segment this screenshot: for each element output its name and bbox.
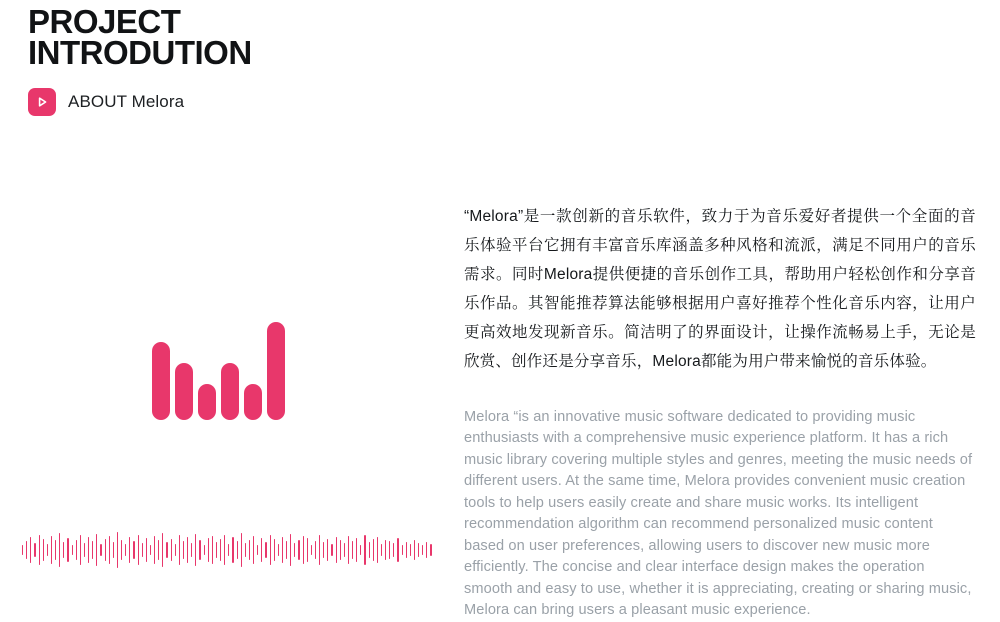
logo-bar [267,322,285,420]
waveform-bar [290,534,291,566]
waveform-bar [30,537,31,563]
melora-bars-logo [152,322,292,420]
waveform-bar [154,536,155,564]
logo-bar [198,384,216,420]
waveform-bar [369,542,370,558]
waveform-bar [142,543,143,557]
waveform-bar [76,540,77,560]
waveform-bar [63,542,64,558]
waveform-bar [146,538,147,562]
waveform-bar [406,542,407,558]
waveform-bar [133,541,134,559]
description-chinese: “Melora”是一款创新的音乐软件，致力于为音乐爱好者提供一个全面的音乐体验平台它拥有丰富音乐库涵盖多种风格和流派，满足不同用户的音乐需求。同时Melora提供便捷的音乐创作工具，帮助用户轻松创作和分享音乐作品。其智能推荐算法能够根据用户喜好推荐个性化音乐内容，让用户更高效地发现新音乐。简洁明了的界面设计，让操作流畅易上手，无论是欣赏、创作还是分享音乐，Melora都能为用户带来愉悦的音乐体验。 [464,207,976,370]
waveform-bar [232,537,233,563]
waveform-bar [270,535,271,565]
waveform-bar [311,545,312,555]
waveform-bar [166,542,167,558]
waveform-bar [171,539,172,561]
waveform-bar [315,541,316,559]
waveform-bar [195,534,196,566]
waveform-bar [344,543,345,557]
play-triangle-icon [28,88,56,116]
waveform-bar [162,533,163,567]
waveform-bar [319,535,320,565]
waveform-bar [402,545,403,555]
about-label: ABOUT Melora [68,92,185,111]
waveform-bar [22,545,23,555]
waveform-bar [51,536,52,564]
waveform-bar [385,540,386,560]
waveform-bar [393,543,394,557]
waveform-bar [204,545,205,555]
waveform-bar [261,538,262,562]
waveform-bar [257,545,258,555]
waveform-bar [150,545,151,555]
waveform-bar [113,542,114,558]
waveform-bar [377,537,378,563]
waveform-bar [39,535,40,565]
waveform-bar [410,544,411,556]
waveform-bar [67,538,68,562]
logo-bar [244,384,262,420]
logo-bar [175,363,193,420]
waveform-bar [414,540,415,560]
waveform-bar [47,544,48,556]
waveform-bar [199,540,200,560]
waveform-bar [274,539,275,561]
waveform-bar [348,536,349,564]
audio-waveform [22,528,432,572]
waveform-bar [360,545,361,555]
waveform-bar [212,536,213,564]
waveform-bar [121,540,122,560]
waveform-bar [282,537,283,563]
waveform-bar [278,544,279,556]
title-line-1: PROJECT [28,3,181,40]
waveform-bar [109,536,110,564]
waveform-bar [187,537,188,563]
waveform-bar [216,542,217,558]
waveform-bar [303,536,304,564]
waveform-bar [88,537,89,563]
waveform-bar [179,535,180,565]
waveform-bar [426,542,427,558]
page-header [28,3,448,71]
waveform-bar [228,544,229,556]
waveform-bar [323,542,324,558]
logo-bar [221,363,239,420]
waveform-bar [336,537,337,563]
waveform-bar [340,540,341,560]
waveform-bar [43,539,44,561]
waveform-bar [364,535,365,565]
waveform-bar [175,544,176,556]
waveform-bar [59,533,60,567]
waveform-bar [381,544,382,556]
waveform-bar [253,536,254,564]
waveform-bar [55,540,56,560]
description-english: Melora “is an innovative music software dedicated to providing music enthusiasts with a comprehensive music experience platform. It has a rich music library covering multiple styles and genres, meeting the music needs of different users. At the same time, Melora provides convenient music creation tools to help users easily create and share music works. Its intelligent recommendation algorithm can recommend personalized music content based on user preferences, allowing users to discover new music more efficiently. The concise and clear interface design makes the operation smooth and easy to use, whether it is appreciating, creating or sharing music, Melora can bring users a pleasant music experience. [464,408,973,619]
waveform-bar [397,538,398,562]
waveform-bar [430,544,431,556]
waveform-bar [183,541,184,559]
waveform-bar [34,543,35,557]
waveform-bar [92,541,93,559]
waveform-bar [191,543,192,557]
waveform-bar [84,543,85,557]
waveform-bar [117,532,118,568]
about-row [28,88,184,116]
waveform-bar [331,544,332,556]
waveform-bar [100,544,101,556]
waveform-bar [158,540,159,560]
waveform-bar [373,539,374,561]
waveform-bar [129,537,130,563]
waveform-bar [307,538,308,562]
waveform-bar [245,543,246,557]
page-title [28,3,448,71]
waveform-bar [418,543,419,557]
waveform-bar [208,538,209,562]
waveform-bar [138,535,139,565]
waveform-bar [224,535,225,565]
waveform-bar [80,535,81,565]
waveform-bar [265,542,266,558]
waveform-bar [237,541,238,559]
waveform-bar [327,539,328,561]
waveform-bar [286,541,287,559]
waveform-bar [96,534,97,566]
waveform-bar [356,538,357,562]
waveform-bar [72,545,73,555]
waveform-bar [26,541,27,559]
waveform-bar [352,541,353,559]
waveform-bar [241,533,242,567]
waveform-bar [105,539,106,561]
waveform-bar [220,539,221,561]
logo-bar [152,342,170,420]
waveform-bar [294,543,295,557]
waveform-bar [125,544,126,556]
waveform-bar [422,545,423,555]
waveform-bar [298,540,299,560]
waveform-bar [389,541,390,559]
title-line-2: INTRODUTION [28,34,252,71]
waveform-bar [249,540,250,560]
